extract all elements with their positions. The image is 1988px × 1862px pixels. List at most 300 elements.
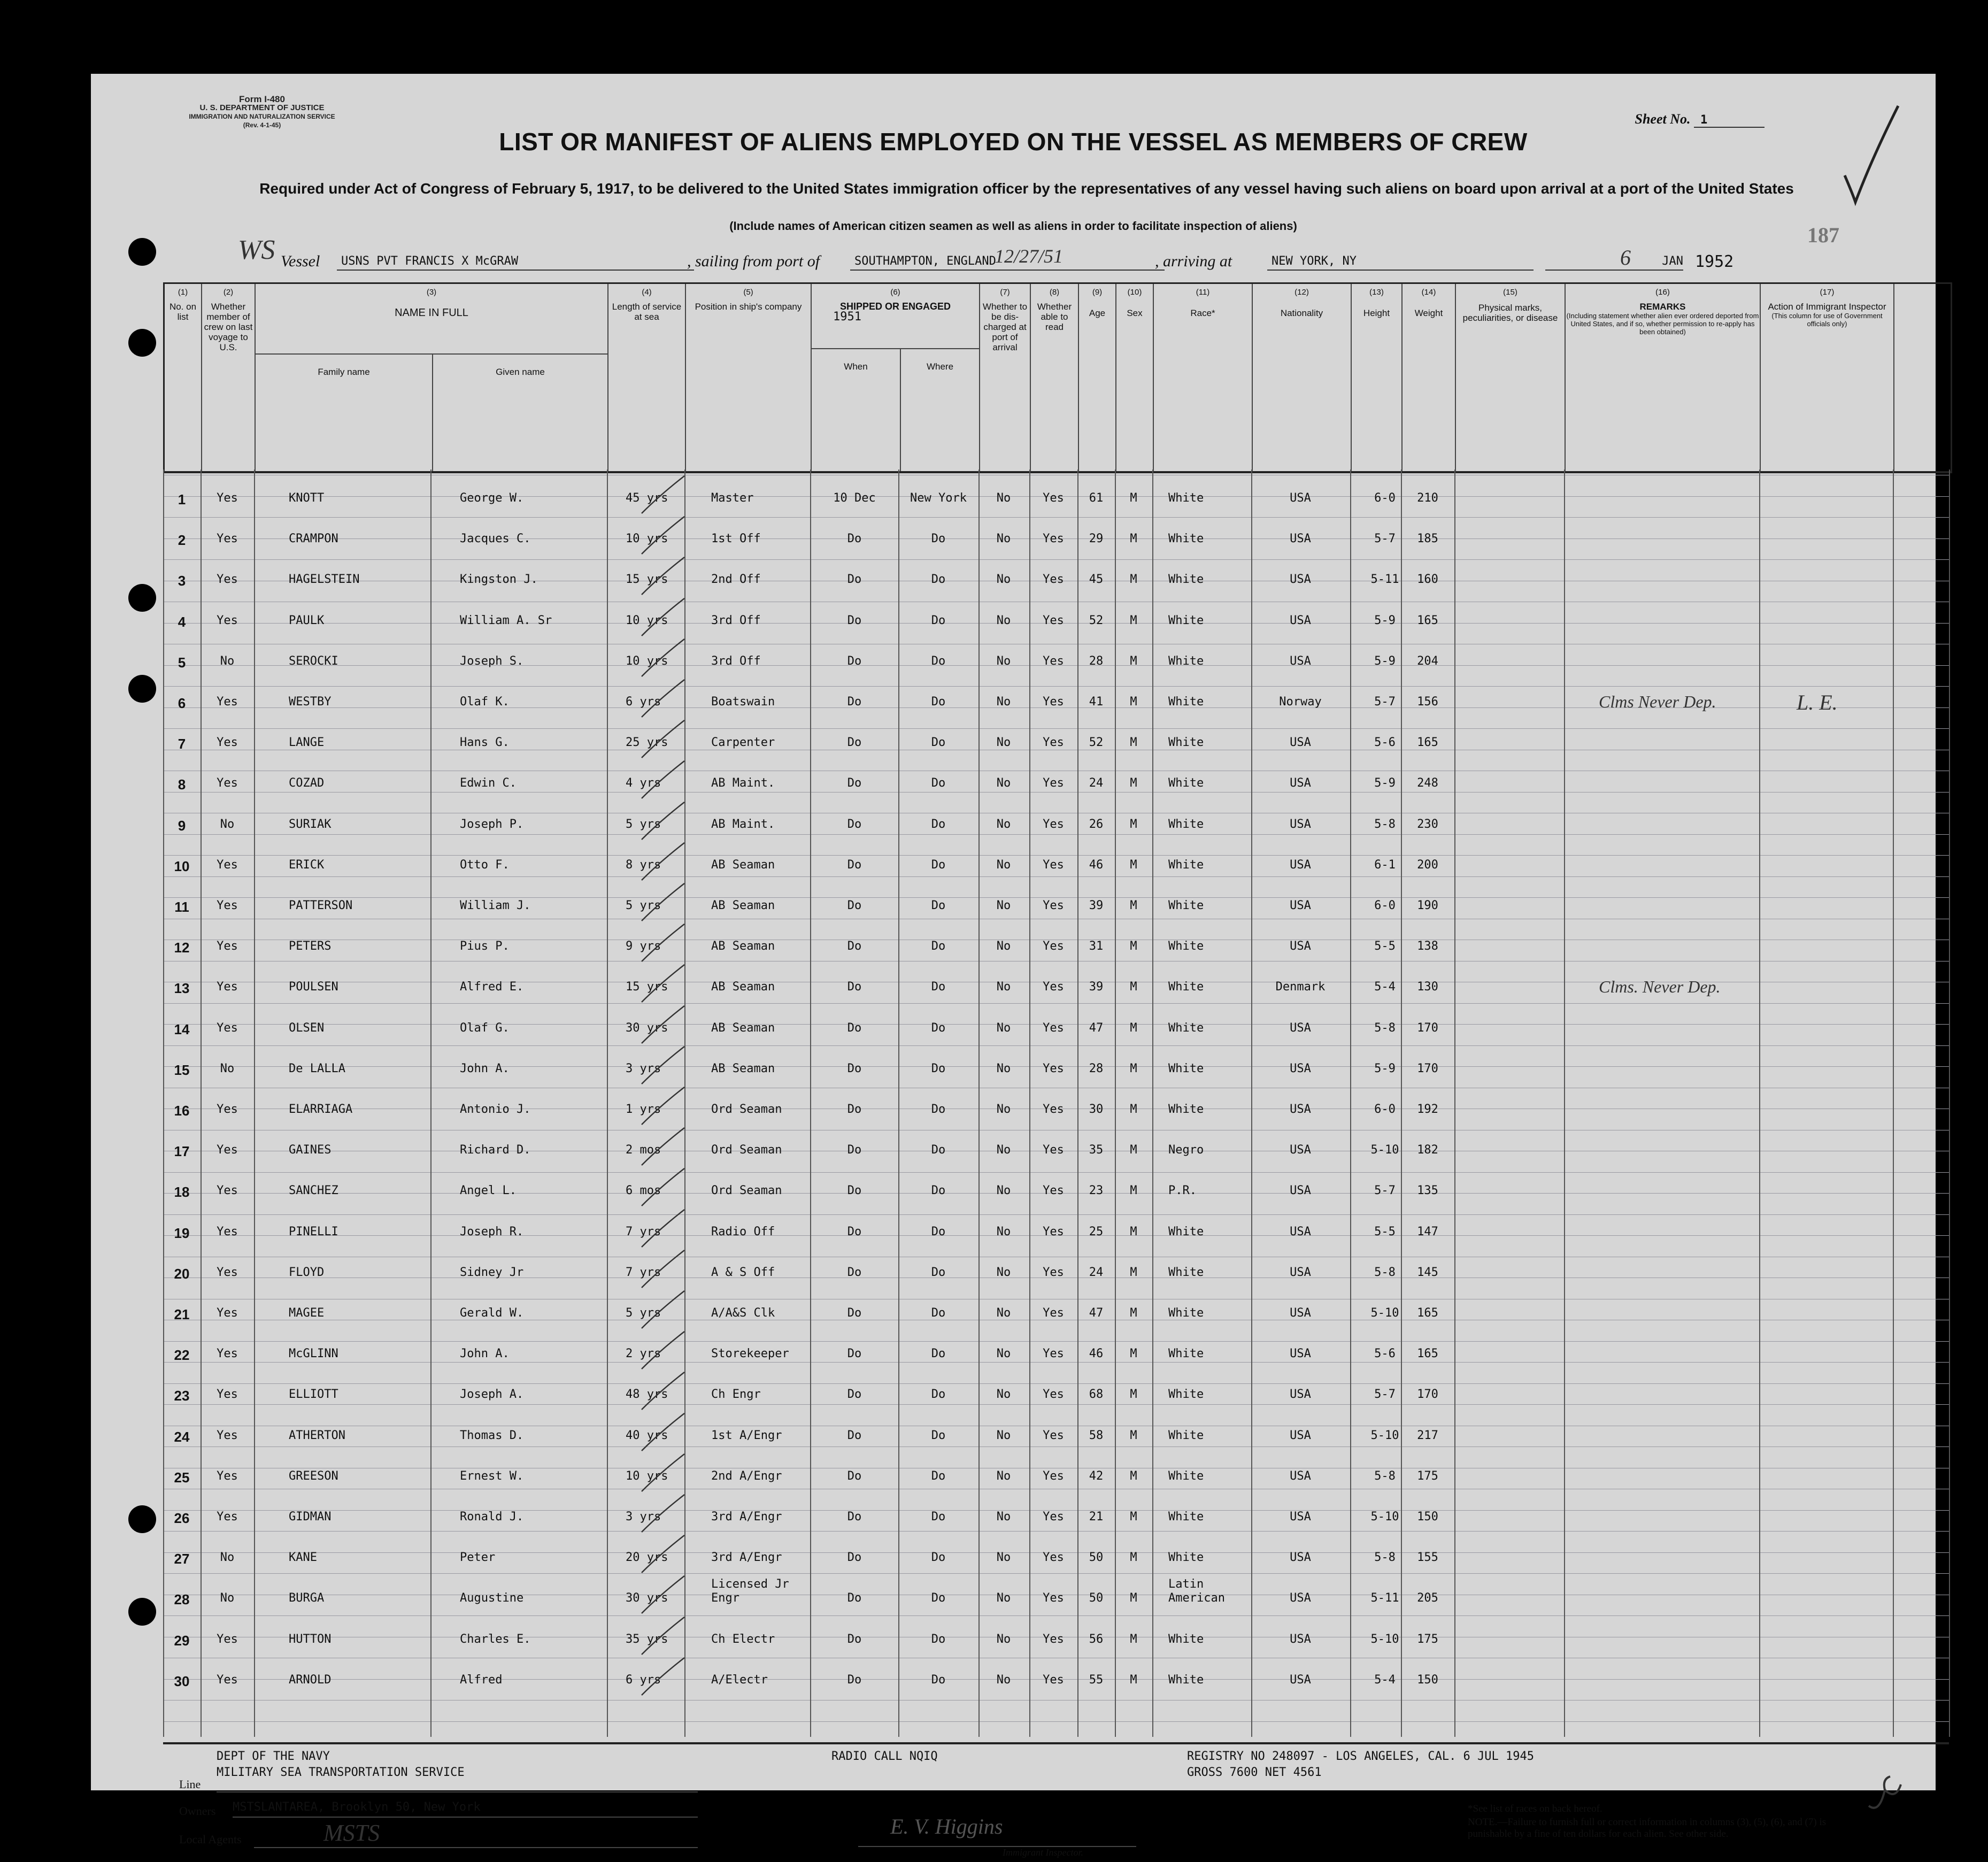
cell-age: 28 (1089, 654, 1104, 668)
cell-age: 55 (1089, 1673, 1104, 1687)
cell-sex: M (1130, 817, 1137, 831)
cell-position: Ch Electr (711, 1632, 775, 1646)
cell-when: Do (847, 1673, 862, 1687)
cell-weight: 217 (1417, 1428, 1438, 1442)
cell-family: GIDMAN (289, 1510, 332, 1524)
cell-given: Sidney Jr (460, 1265, 524, 1279)
cell-read: Yes (1043, 1184, 1064, 1198)
cell-height: 5-8 (1374, 817, 1396, 831)
cell-given: Richard D. (460, 1143, 531, 1157)
cell-discharge: No (996, 817, 1011, 831)
cell-where: Do (931, 1591, 946, 1605)
cell-no: 2 (178, 532, 186, 549)
cell-last: No (220, 1591, 235, 1605)
cell-where: Do (931, 817, 946, 831)
cell-race: White (1168, 1021, 1204, 1035)
cell-discharge: No (996, 736, 1011, 750)
checkmark-icon (1839, 95, 1904, 224)
cell-weight: 156 (1417, 695, 1438, 709)
cell-read: Yes (1043, 817, 1064, 831)
cell-no: 5 (178, 654, 186, 671)
cell-given: Alfred E. (460, 980, 524, 994)
cell-position: Master (711, 491, 754, 505)
cell-when: Do (847, 1021, 862, 1035)
cell-when: Do (847, 1306, 862, 1320)
cell-last: Yes (217, 573, 238, 587)
header-col-3: (3) NAME IN FULL Family name Given name (256, 284, 608, 471)
arrival-day: 6 (1620, 245, 1631, 270)
cell-read: Yes (1043, 1306, 1064, 1320)
cell-when: Do (847, 1591, 862, 1605)
cell-when: Do (847, 695, 862, 709)
cell-race: White (1168, 1306, 1204, 1320)
cell-when: Do (847, 736, 862, 750)
cell-sex: M (1130, 940, 1137, 953)
cell-height: 6-0 (1374, 899, 1396, 912)
cell-weight: 200 (1417, 858, 1438, 872)
cell-nat: USA (1290, 491, 1311, 505)
cell-read: Yes (1043, 1632, 1064, 1646)
cell-height: 6-0 (1374, 1103, 1396, 1116)
cell-nat: USA (1290, 532, 1311, 546)
cell-age: 24 (1089, 1265, 1104, 1279)
cell-no: 10 (174, 858, 190, 874)
cell-weight: 170 (1417, 1061, 1438, 1075)
cell-race: White (1168, 899, 1204, 912)
cell-where: Do (931, 1673, 946, 1687)
cell-race: White (1168, 1388, 1204, 1402)
cell-nat: Denmark (1275, 980, 1326, 994)
cell-position: Ord Seaman (711, 1184, 782, 1198)
cell-read: Yes (1043, 695, 1064, 709)
cell-no: 11 (174, 899, 189, 915)
cell-race: White (1168, 695, 1204, 709)
port-from: SOUTHAMPTON, ENGLAND (850, 255, 1165, 271)
cell-sex: M (1130, 1591, 1137, 1605)
cell-sex: M (1130, 1061, 1137, 1075)
cell-where: Do (931, 1551, 946, 1565)
header-col-9: (9) Age (1079, 284, 1116, 471)
cell-discharge: No (996, 573, 1011, 587)
cell-family: FLOYD (289, 1265, 325, 1279)
cell-given: Gerald W. (460, 1306, 524, 1320)
cell-service: 10 yrs (626, 532, 668, 546)
header-col-7: (7) Whether to be dis-charged at port of arrival (980, 284, 1031, 471)
cell-last: Yes (217, 1510, 238, 1524)
cell-position: Ord Seaman (711, 1143, 782, 1157)
cell-service: 3 yrs (626, 1061, 661, 1075)
cell-race: White (1168, 980, 1204, 994)
cell-where: New York (910, 491, 967, 505)
cell-family: ELARRIAGA (289, 1103, 353, 1116)
cell-no: 24 (174, 1428, 190, 1445)
cell-position: 3rd Off (711, 654, 761, 668)
cell-nat: USA (1290, 858, 1311, 872)
cell-where: Do (931, 1265, 946, 1279)
agents-value: MSTS (323, 1820, 380, 1846)
cell-no: 16 (174, 1103, 190, 1119)
cell-age: 39 (1089, 899, 1104, 912)
cell-weight: 165 (1417, 736, 1438, 750)
cell-service: 3 yrs (626, 1510, 661, 1524)
cell-when: Do (847, 1347, 862, 1361)
cell-race: P.R. (1168, 1184, 1197, 1198)
cell-when: Do (847, 776, 862, 790)
cell-when: Do (847, 1103, 862, 1116)
cell-position: 2nd A/Engr (711, 1469, 782, 1483)
header-col-17: (17) Action of Immigrant Inspector (This column for use of Government officials only) (1761, 284, 1894, 471)
cell-discharge: No (996, 1591, 1011, 1605)
cell-age: 61 (1089, 491, 1104, 505)
cell-age: 35 (1089, 1143, 1104, 1157)
cell-race: White (1168, 1673, 1204, 1687)
cell-when: Do (847, 1469, 862, 1483)
cell-when: Do (847, 1428, 862, 1442)
cell-discharge: No (996, 1265, 1011, 1279)
cell-height: 5-9 (1374, 613, 1396, 627)
header-col-13: (13) Height (1352, 284, 1403, 471)
cell-discharge: No (996, 1021, 1011, 1035)
cell-where: Do (931, 776, 946, 790)
cell-race: White (1168, 1510, 1204, 1524)
cell-weight: 204 (1417, 654, 1438, 668)
cell-given: Antonio J. (460, 1103, 531, 1116)
owners-value: MSTSLANTAREA, Brooklyn 50, New York (233, 1801, 481, 1814)
cell-nat: USA (1290, 1103, 1311, 1116)
header-col-15: (15) Physical marks, peculiarities, or disease (1456, 284, 1566, 471)
page-subnote: (Include names of American citizen seamen as well as aliens in order to facilitate inspection of aliens) (729, 219, 1297, 233)
cell-height: 5-8 (1374, 1021, 1396, 1035)
cell-sex: M (1130, 1184, 1137, 1198)
cell-when: Do (847, 1388, 862, 1402)
inspector-label: Immigrant Inspector. (1003, 1847, 1083, 1858)
cell-weight: 150 (1417, 1673, 1438, 1687)
cell-height: 5-10 (1370, 1632, 1399, 1646)
cell-service: 30 yrs (626, 1021, 668, 1035)
cell-where: Do (931, 1143, 946, 1157)
cell-given: William J. (460, 899, 531, 912)
cell-when: Do (847, 1265, 862, 1279)
header-col-1: (1) No. on list (165, 284, 202, 471)
tally-slash-icon (639, 1044, 687, 1087)
fine-note: NOTE.—Failure to furnish full or correct information in columns (3), (5), (6), and (7) is punishable by a fine of ten dollars for each alien. See other side. (1468, 1817, 1827, 1840)
cell-read: Yes (1043, 532, 1064, 546)
cell-family: LANGE (289, 736, 325, 750)
tally-slash-icon (639, 1655, 687, 1698)
cell-when: Do (847, 899, 862, 912)
cell-no: 23 (174, 1388, 190, 1404)
tally-slash-icon (639, 636, 687, 679)
cell-nat: USA (1290, 736, 1311, 750)
cell-where: Do (931, 695, 946, 709)
cell-weight: 170 (1417, 1021, 1438, 1035)
cell-weight: 150 (1417, 1510, 1438, 1524)
line-label: Line (179, 1778, 201, 1791)
tally-slash-icon (639, 1084, 687, 1127)
cell-service: 20 yrs (626, 1551, 668, 1565)
cell-no: 20 (174, 1265, 190, 1282)
cell-nat: USA (1290, 1591, 1311, 1605)
cell-position: AB Seaman (711, 858, 775, 872)
cell-height: 5-7 (1374, 1184, 1396, 1198)
tally-slash-icon (639, 1166, 687, 1209)
cell-given: Ronald J. (460, 1510, 524, 1524)
line-service: MILITARY SEA TRANSPORTATION SERVICE (217, 1766, 465, 1779)
cell-discharge: No (996, 613, 1011, 627)
cell-position: AB Seaman (711, 980, 775, 994)
cell-given: Jacques C. (460, 532, 531, 546)
cell-position: 3rd A/Engr (711, 1510, 782, 1524)
cell-sex: M (1130, 1632, 1137, 1646)
cell-last: Yes (217, 1021, 238, 1035)
cell-nat: USA (1290, 613, 1311, 627)
cell-service: 10 yrs (626, 613, 668, 627)
cell-when: Do (847, 858, 862, 872)
cell-last: Yes (217, 940, 238, 953)
cell-family: CRAMPON (289, 532, 338, 546)
cell-last: Yes (217, 613, 238, 627)
header-col-11: (11) Race* (1154, 284, 1253, 471)
vessel-label: Vessel (281, 252, 320, 270)
tally-slash-icon (639, 1614, 687, 1657)
tally-slash-icon (639, 1573, 687, 1616)
cell-read: Yes (1043, 1510, 1064, 1524)
cell-discharge: No (996, 1510, 1011, 1524)
cell-given: John A. (460, 1347, 510, 1361)
cell-nat: USA (1290, 573, 1311, 587)
ws-mark: WS (238, 235, 275, 265)
cell-family: PAULK (289, 613, 325, 627)
cell-height: 5-9 (1374, 776, 1396, 790)
cell-sex: M (1130, 1265, 1137, 1279)
cell-last: Yes (217, 1225, 238, 1238)
cell-last: No (220, 817, 235, 831)
cell-discharge: No (996, 1225, 1011, 1238)
cell-family: McGLINN (289, 1347, 338, 1361)
cell-discharge: No (996, 491, 1011, 505)
cell-age: 24 (1089, 776, 1104, 790)
cell-position: AB Seaman (711, 899, 775, 912)
cell-race: White (1168, 1632, 1204, 1646)
cell-where: Do (931, 940, 946, 953)
cell-height: 5-7 (1374, 695, 1396, 709)
cell-no: 27 (174, 1551, 190, 1567)
header-col-10: (10) Sex (1116, 284, 1154, 471)
cell-sex: M (1130, 532, 1137, 546)
cell-position: 3rd Off (711, 613, 761, 627)
cell-age: 50 (1089, 1591, 1104, 1605)
cell-no: 21 (174, 1306, 190, 1322)
form-service: IMMIGRATION AND NATURALIZATION SERVICE (189, 113, 335, 120)
cell-last: Yes (217, 776, 238, 790)
cell-read: Yes (1043, 491, 1064, 505)
cell-when: Do (847, 1143, 862, 1157)
cell-weight: 130 (1417, 980, 1438, 994)
cell-where: Do (931, 1428, 946, 1442)
cell-position: 2nd Off (711, 573, 761, 587)
gross-net: GROSS 7600 NET 4561 (1187, 1766, 1322, 1779)
cell-nat: USA (1290, 1469, 1311, 1483)
cell-given: Charles E. (460, 1632, 531, 1646)
cell-height: 5-8 (1374, 1265, 1396, 1279)
cell-read: Yes (1043, 899, 1064, 912)
initials-mark (1858, 1768, 1906, 1817)
tally-slash-icon (639, 596, 687, 638)
cell-height: 5-8 (1374, 1551, 1396, 1565)
cell-when: Do (847, 1184, 862, 1198)
cell-family: SEROCKI (289, 654, 338, 668)
cell-when: Do (847, 980, 862, 994)
cell-no: 7 (178, 736, 186, 752)
cell-last: Yes (217, 695, 238, 709)
form-dept: U. S. DEPARTMENT OF JUSTICE (199, 103, 325, 112)
header-col-12: (12) Nationality (1253, 284, 1352, 471)
cell-sex: M (1130, 1347, 1137, 1361)
cell-family: OLSEN (289, 1021, 325, 1035)
cell-service: 5 yrs (626, 1306, 661, 1320)
cell-discharge: No (996, 1184, 1011, 1198)
cell-position: Carpenter (711, 736, 775, 750)
cell-where: Do (931, 1510, 946, 1524)
cell-last: Yes (217, 491, 238, 505)
cell-where: Do (931, 613, 946, 627)
cell-nat: USA (1290, 654, 1311, 668)
cell-last: Yes (217, 532, 238, 546)
cell-service: 10 yrs (626, 654, 668, 668)
cell-nat: USA (1290, 1184, 1311, 1198)
cell-family: SURIAK (289, 817, 332, 831)
cell-given: Hans G. (460, 736, 510, 750)
cell-age: 28 (1089, 1061, 1104, 1075)
cell-discharge: No (996, 1103, 1011, 1116)
cell-family: KNOTT (289, 491, 325, 505)
cell-last: Yes (217, 1265, 238, 1279)
cell-age: 58 (1089, 1428, 1104, 1442)
cell-race: Negro (1168, 1143, 1204, 1157)
tally-slash-icon (639, 473, 687, 516)
arriving-label: , arriving at (1155, 252, 1232, 270)
header-col-2: (2) Whether member of crew on last voyage to U.S. (202, 284, 256, 471)
cell-when: Do (847, 1510, 862, 1524)
cell-weight: 230 (1417, 817, 1438, 831)
cell-no: 29 (174, 1632, 190, 1649)
cell-last: Yes (217, 1306, 238, 1320)
cell-height: 5-10 (1370, 1510, 1399, 1524)
cell-sex: M (1130, 695, 1137, 709)
cell-weight: 170 (1417, 1388, 1438, 1402)
cell-read: Yes (1043, 736, 1064, 750)
cell-weight: 160 (1417, 573, 1438, 587)
cell-read: Yes (1043, 858, 1064, 872)
sheet-number-label: Sheet No. (1635, 111, 1691, 127)
cell-nat: USA (1290, 1306, 1311, 1320)
cell-discharge: No (996, 940, 1011, 953)
cell-nat: USA (1290, 817, 1311, 831)
cell-when: Do (847, 1061, 862, 1075)
cell-weight: 165 (1417, 1306, 1438, 1320)
cell-read: Yes (1043, 1551, 1064, 1565)
cell-read: Yes (1043, 1591, 1064, 1605)
cell-read: Yes (1043, 573, 1064, 587)
cell-weight: 155 (1417, 1551, 1438, 1565)
cell-age: 45 (1089, 573, 1104, 587)
cell-race: White (1168, 817, 1204, 831)
cell-discharge: No (996, 1632, 1011, 1646)
tally-slash-icon (639, 677, 687, 720)
cell-where: Do (931, 1306, 946, 1320)
cell-weight: 192 (1417, 1103, 1438, 1116)
cell-last: Yes (217, 980, 238, 994)
cell-sex: M (1130, 491, 1137, 505)
cell-height: 5-5 (1374, 940, 1396, 953)
cell-race: White (1168, 736, 1204, 750)
cell-discharge: No (996, 980, 1011, 994)
cell-height: 5-8 (1374, 1469, 1396, 1483)
cell-given: Pius P. (460, 940, 510, 953)
cell-position: 1st A/Engr (711, 1428, 782, 1442)
cell-discharge: No (996, 1306, 1011, 1320)
cell-nat: USA (1290, 1061, 1311, 1075)
cell-service: 15 yrs (626, 980, 668, 994)
line-dept: DEPT OF THE NAVY (217, 1750, 330, 1763)
races-note: *See list of races on back hereof. (1468, 1803, 1602, 1814)
cell-last: No (220, 1061, 235, 1075)
tally-slash-icon (639, 1411, 687, 1453)
cell-given: Joseph A. (460, 1388, 524, 1402)
cell-sex: M (1130, 1428, 1137, 1442)
column-rule (1251, 470, 1252, 1737)
cell-service: 35 yrs (626, 1632, 668, 1646)
cell-position: Ord Seaman (711, 1103, 782, 1116)
cell-read: Yes (1043, 1021, 1064, 1035)
column-rule (607, 470, 608, 1737)
cell-when: Do (847, 532, 862, 546)
cell-height: 5-10 (1370, 1428, 1399, 1442)
cell-no: 8 (178, 776, 186, 793)
sheet-number-value: 1 (1694, 113, 1764, 128)
cell-given: Alfred (460, 1673, 503, 1687)
tally-slash-icon (639, 1533, 687, 1575)
cell-discharge: No (996, 532, 1011, 546)
cell-position: Ch Engr (711, 1388, 761, 1402)
owners-label: Owners (179, 1804, 216, 1818)
cell-given: George W. (460, 491, 524, 505)
cell-weight: 182 (1417, 1143, 1438, 1157)
radio-call: RADIO CALL NQIQ (831, 1750, 938, 1763)
cell-nat: USA (1290, 940, 1311, 953)
header-col-8: (8) Whether able to read (1031, 284, 1079, 471)
cell-age: 42 (1089, 1469, 1104, 1483)
cell-family: GAINES (289, 1143, 332, 1157)
cell-position: AB Seaman (711, 940, 775, 953)
cell-family: WESTBY (289, 695, 332, 709)
inspector-signature: E. V. Higgins (890, 1814, 1003, 1838)
cell-family: ERICK (289, 858, 325, 872)
cell-family: PINELLI (289, 1225, 338, 1238)
cell-where: Do (931, 1103, 946, 1116)
cell-age: 23 (1089, 1184, 1104, 1198)
cell-service: 30 yrs (626, 1591, 668, 1605)
cell-position: 3rd A/Engr (711, 1551, 782, 1565)
tally-slash-icon (639, 1248, 687, 1290)
cell-service: 5 yrs (626, 899, 661, 912)
cell-action: L. E. (1797, 690, 1838, 714)
cell-given: Joseph R. (460, 1225, 524, 1238)
cell-where: Do (931, 980, 946, 994)
cell-where: Do (931, 654, 946, 668)
cell-given: William A. Sr (460, 613, 552, 627)
cell-service: 10 yrs (626, 1469, 668, 1483)
